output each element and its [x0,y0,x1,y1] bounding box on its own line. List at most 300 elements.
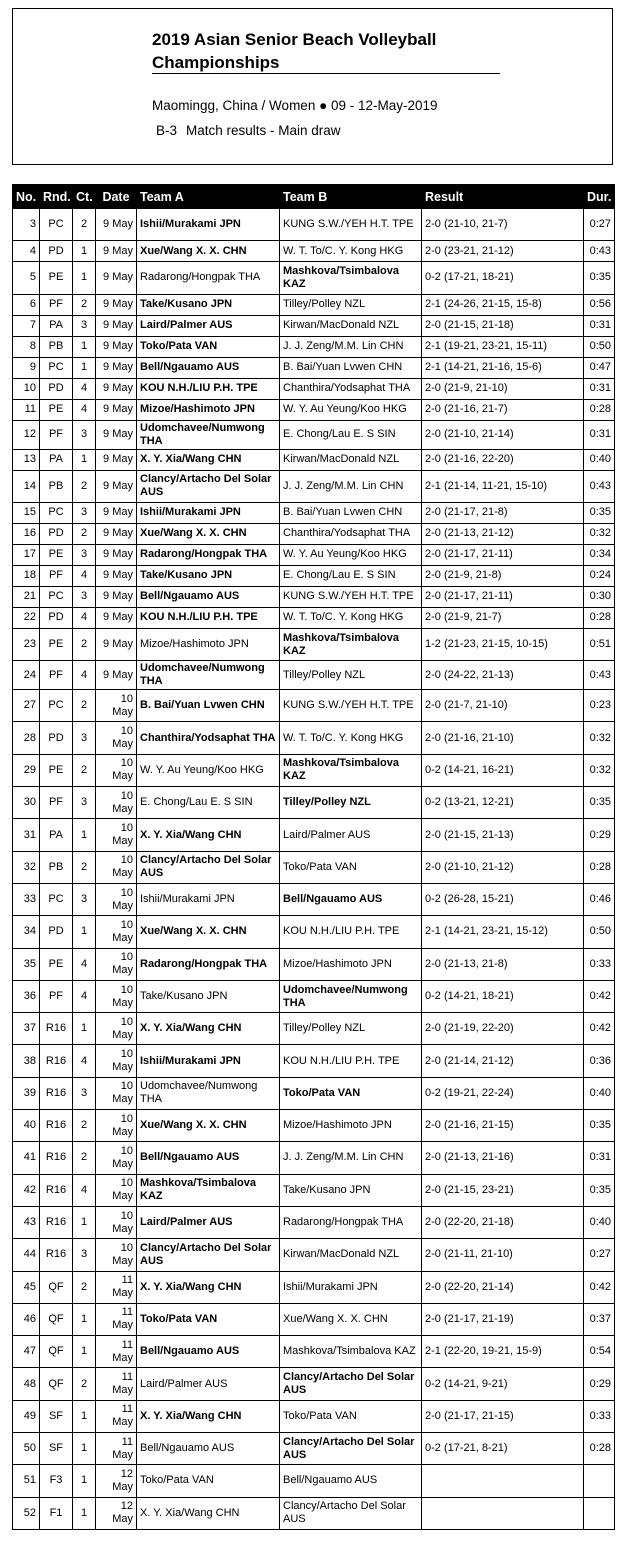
team-a: Radarong/Hongpak THA [137,948,280,980]
round: R16 [40,1013,73,1045]
match-duration: 0:28 [584,399,615,420]
match-date: 9 May [96,209,137,241]
table-row [13,1206,615,1238]
match-result: 2-0 (22-20, 21-18) [422,1206,584,1238]
team-b: KUNG S.W./YEH H.T. TPE [280,209,422,241]
court: 3 [73,883,96,915]
match-result: 2-0 (21-13, 21-16) [422,1142,584,1174]
match-number: 18 [13,565,40,586]
match-duration [584,1497,615,1529]
match-result: 2-0 (21-17, 21-15) [422,1400,584,1432]
match-number: 43 [13,1206,40,1238]
table-row [13,420,615,449]
team-a: Udomchavee/Numwong THA [137,1077,280,1109]
match-date: 11 May [96,1271,137,1303]
round: F3 [40,1465,73,1497]
round: PA [40,449,73,470]
table-row [13,1400,615,1432]
team-b: Toko/Pata VAN [280,1077,422,1109]
round: R16 [40,1077,73,1109]
team-b: Clancy/Artacho Del Solar AUS [280,1497,422,1529]
table-header-row [13,185,615,209]
match-results-table [12,184,615,1530]
team-b: Take/Kusano JPN [280,1174,422,1206]
table-row [13,754,615,786]
team-a: B. Bai/Yuan Lvwen CHN [137,690,280,722]
match-number: 21 [13,586,40,607]
round: PE [40,544,73,565]
table-row [13,315,615,336]
team-a: X. Y. Xia/Wang CHN [137,1271,280,1303]
team-b: KOU N.H./LIU P.H. TPE [280,1045,422,1077]
court: 2 [73,690,96,722]
match-duration: 0:42 [584,1013,615,1045]
match-duration: 0:32 [584,754,615,786]
match-date: 9 May [96,294,137,315]
match-number: 45 [13,1271,40,1303]
match-number: 32 [13,851,40,883]
match-duration: 0:30 [584,586,615,607]
match-duration: 0:35 [584,787,615,819]
match-date: 9 May [96,378,137,399]
match-date: 9 May [96,661,137,690]
match-number: 42 [13,1174,40,1206]
team-b: W. Y. Au Yeung/Koo HKG [280,399,422,420]
table-row [13,1013,615,1045]
match-date: 9 May [96,449,137,470]
team-a: Take/Kusano JPN [137,980,280,1012]
table-row [13,470,615,502]
team-b: Chanthira/Yodsaphat THA [280,378,422,399]
match-result: 2-1 (14-21, 21-16, 15-6) [422,357,584,378]
match-date: 10 May [96,1045,137,1077]
round: PF [40,787,73,819]
match-number: 22 [13,607,40,628]
match-date: 11 May [96,1368,137,1400]
match-number: 14 [13,470,40,502]
round: PE [40,948,73,980]
court: 3 [73,1239,96,1271]
match-result: 0-2 (14-21, 16-21) [422,754,584,786]
court: 2 [73,294,96,315]
match-number: 29 [13,754,40,786]
team-a: Radarong/Hongpak THA [137,544,280,565]
table-row [13,502,615,523]
match-result: 2-0 (21-19, 22-20) [422,1013,584,1045]
team-b: KUNG S.W./YEH H.T. TPE [280,690,422,722]
team-b: Kirwan/MacDonald NZL [280,315,422,336]
match-duration: 0:28 [584,851,615,883]
round: PF [40,294,73,315]
match-duration: 0:40 [584,1077,615,1109]
report-subtitle [156,123,341,138]
match-number: 23 [13,628,40,660]
match-number: 41 [13,1142,40,1174]
team-a: Ishii/Murakami JPN [137,502,280,523]
round: SF [40,1433,73,1465]
court: 2 [73,754,96,786]
match-date: 10 May [96,1174,137,1206]
match-number: 13 [13,449,40,470]
match-duration: 0:33 [584,1400,615,1432]
team-b: Radarong/Hongpak THA [280,1206,422,1238]
table-row [13,980,615,1012]
round: PC [40,357,73,378]
match-date: 10 May [96,883,137,915]
court: 4 [73,980,96,1012]
team-b: Kirwan/MacDonald NZL [280,449,422,470]
team-a: KOU N.H./LIU P.H. TPE [137,607,280,628]
match-date: 10 May [96,722,137,754]
page-title: 2019 Asian Senior Beach Volleyball Championships [152,30,437,72]
round: PD [40,378,73,399]
match-duration: 0:32 [584,722,615,754]
match-duration: 0:50 [584,916,615,948]
team-b: B. Bai/Yuan Lvwen CHN [280,502,422,523]
match-duration: 0:51 [584,628,615,660]
round: R16 [40,1206,73,1238]
team-a: Clancy/Artacho Del Solar AUS [137,470,280,502]
court: 1 [73,819,96,851]
table-row [13,1271,615,1303]
team-a: Ishii/Murakami JPN [137,209,280,241]
court: 2 [73,1368,96,1400]
team-b: Tilley/Polley NZL [280,661,422,690]
title-underline [152,73,500,74]
round: PE [40,262,73,294]
team-a: W. Y. Au Yeung/Koo HKG [137,754,280,786]
team-a: Radarong/Hongpak THA [137,262,280,294]
round: PF [40,420,73,449]
court: 2 [73,523,96,544]
table-row [13,722,615,754]
match-date: 10 May [96,1077,137,1109]
team-a: E. Chong/Lau E. S SIN [137,787,280,819]
match-duration: 0:31 [584,378,615,399]
team-a: Ishii/Murakami JPN [137,883,280,915]
match-duration: 0:31 [584,1142,615,1174]
match-result: 2-0 (22-20, 21-14) [422,1271,584,1303]
col-header-result: Result [422,185,584,209]
team-b: KOU N.H./LIU P.H. TPE [280,916,422,948]
round: QF [40,1368,73,1400]
match-duration: 0:42 [584,980,615,1012]
team-a: X. Y. Xia/Wang CHN [137,1400,280,1432]
table-row [13,262,615,294]
table-row [13,1433,615,1465]
match-result: 0-2 (19-21, 22-24) [422,1077,584,1109]
match-date: 9 May [96,420,137,449]
match-date: 9 May [96,544,137,565]
team-b: Bell/Ngauamo AUS [280,883,422,915]
court: 3 [73,586,96,607]
match-date: 9 May [96,336,137,357]
table-row [13,661,615,690]
team-b: W. T. To/C. Y. Kong HKG [280,607,422,628]
match-result: 2-0 (21-13, 21-8) [422,948,584,980]
match-duration: 0:27 [584,209,615,241]
match-result: 2-0 (21-15, 23-21) [422,1174,584,1206]
col-header-round: Rnd. [40,185,73,209]
match-result: 2-0 (21-15, 21-18) [422,315,584,336]
team-b: Mizoe/Hashimoto JPN [280,948,422,980]
match-result: 1-2 (21-23, 21-15, 10-15) [422,628,584,660]
round: PB [40,336,73,357]
match-number: 35 [13,948,40,980]
team-a: Mashkova/Tsimbalova KAZ [137,1174,280,1206]
match-result: 2-0 (24-22, 21-13) [422,661,584,690]
round: QF [40,1271,73,1303]
team-a: Clancy/Artacho Del Solar AUS [137,851,280,883]
team-a: X. Y. Xia/Wang CHN [137,1497,280,1529]
team-b: Laird/Palmer AUS [280,819,422,851]
round: PC [40,883,73,915]
match-date: 9 May [96,470,137,502]
match-number: 15 [13,502,40,523]
match-number: 8 [13,336,40,357]
match-date: 10 May [96,980,137,1012]
match-number: 47 [13,1336,40,1368]
team-b: Clancy/Artacho Del Solar AUS [280,1368,422,1400]
round: PC [40,209,73,241]
match-date: 10 May [96,1013,137,1045]
match-duration: 0:35 [584,1110,615,1142]
match-date: 11 May [96,1433,137,1465]
table-row [13,690,615,722]
court: 4 [73,1045,96,1077]
team-b: Mashkova/Tsimbalova KAZ [280,754,422,786]
match-result: 2-0 (21-16, 21-15) [422,1110,584,1142]
table-row [13,241,615,262]
match-date: 12 May [96,1497,137,1529]
match-result: 2-0 (21-10, 21-12) [422,851,584,883]
match-number: 44 [13,1239,40,1271]
round: PE [40,399,73,420]
match-date: 9 May [96,586,137,607]
table-row [13,916,615,948]
round: R16 [40,1174,73,1206]
team-a: KOU N.H./LIU P.H. TPE [137,378,280,399]
team-a: Toko/Pata VAN [137,1465,280,1497]
match-result: 2-0 (21-17, 21-8) [422,502,584,523]
court: 1 [73,262,96,294]
team-a: Laird/Palmer AUS [137,315,280,336]
match-date: 12 May [96,1465,137,1497]
table-row [13,336,615,357]
court: 1 [73,449,96,470]
team-b: KUNG S.W./YEH H.T. TPE [280,586,422,607]
col-header-team-a: Team A [137,185,280,209]
table-row [13,1368,615,1400]
match-date: 9 May [96,399,137,420]
court: 3 [73,502,96,523]
court: 1 [73,1433,96,1465]
round: SF [40,1400,73,1432]
court: 2 [73,851,96,883]
match-number: 6 [13,294,40,315]
round: PC [40,502,73,523]
match-duration: 0:35 [584,1174,615,1206]
team-a: Laird/Palmer AUS [137,1368,280,1400]
match-duration: 0:43 [584,661,615,690]
team-a: Udomchavee/Numwong THA [137,420,280,449]
court: 4 [73,399,96,420]
match-result: 2-1 (14-21, 23-21, 15-12) [422,916,584,948]
match-duration: 0:43 [584,470,615,502]
court: 4 [73,948,96,980]
round: PD [40,241,73,262]
table-row [13,1465,615,1497]
team-b: Mashkova/Tsimbalova KAZ [280,628,422,660]
match-duration: 0:56 [584,294,615,315]
court: 4 [73,607,96,628]
court: 1 [73,916,96,948]
match-date: 9 May [96,628,137,660]
court: 1 [73,241,96,262]
match-duration: 0:40 [584,1206,615,1238]
court: 3 [73,420,96,449]
match-number: 39 [13,1077,40,1109]
court: 2 [73,1142,96,1174]
court: 1 [73,357,96,378]
table-row [13,1142,615,1174]
match-number: 52 [13,1497,40,1529]
team-a: Chanthira/Yodsaphat THA [137,722,280,754]
match-duration: 0:28 [584,1433,615,1465]
court: 2 [73,628,96,660]
table-row [13,399,615,420]
court: 1 [73,1206,96,1238]
team-b: Mizoe/Hashimoto JPN [280,1110,422,1142]
match-number: 16 [13,523,40,544]
round: PD [40,607,73,628]
team-b: J. J. Zeng/M.M. Lin CHN [280,470,422,502]
match-duration: 0:35 [584,262,615,294]
court: 1 [73,1013,96,1045]
match-number: 17 [13,544,40,565]
table-row [13,1045,615,1077]
court: 1 [73,1497,96,1529]
round: PE [40,628,73,660]
match-result: 2-0 (21-17, 21-19) [422,1303,584,1335]
table-row [13,357,615,378]
round: PD [40,722,73,754]
table-body [13,209,615,1530]
match-result: 2-0 (21-16, 22-20) [422,449,584,470]
match-number: 51 [13,1465,40,1497]
match-number: 9 [13,357,40,378]
court: 1 [73,1465,96,1497]
team-a: X. Y. Xia/Wang CHN [137,1013,280,1045]
match-number: 31 [13,819,40,851]
match-number: 36 [13,980,40,1012]
match-duration [584,1465,615,1497]
team-b: B. Bai/Yuan Lvwen CHN [280,357,422,378]
table-row [13,544,615,565]
match-duration: 0:31 [584,420,615,449]
team-b: Tilley/Polley NZL [280,1013,422,1045]
match-number: 49 [13,1400,40,1432]
team-b: Kirwan/MacDonald NZL [280,1239,422,1271]
match-result: 2-0 (21-15, 21-13) [422,819,584,851]
match-date: 9 May [96,241,137,262]
match-result: 2-0 (21-9, 21-10) [422,378,584,399]
match-number: 3 [13,209,40,241]
match-number: 40 [13,1110,40,1142]
match-duration: 0:33 [584,948,615,980]
match-duration: 0:37 [584,1303,615,1335]
match-result: 2-0 (21-16, 21-10) [422,722,584,754]
match-result: 2-1 (22-20, 19-21, 15-9) [422,1336,584,1368]
match-result: 0-2 (13-21, 12-21) [422,787,584,819]
round: PC [40,690,73,722]
match-date: 9 May [96,262,137,294]
match-result: 2-0 (21-9, 21-7) [422,607,584,628]
team-b: Bell/Ngauamo AUS [280,1465,422,1497]
team-a: Toko/Pata VAN [137,336,280,357]
match-date: 9 May [96,502,137,523]
table-row [13,1077,615,1109]
table-row [13,1174,615,1206]
court: 4 [73,565,96,586]
court: 3 [73,787,96,819]
match-number: 48 [13,1368,40,1400]
round: PF [40,565,73,586]
match-date: 10 May [96,690,137,722]
court: 3 [73,1077,96,1109]
match-duration: 0:31 [584,315,615,336]
match-number: 24 [13,661,40,690]
team-a: X. Y. Xia/Wang CHN [137,819,280,851]
match-date: 10 May [96,1239,137,1271]
team-a: Bell/Ngauamo AUS [137,1142,280,1174]
match-date: 10 May [96,948,137,980]
court: 1 [73,1303,96,1335]
col-header-date: Date [96,185,137,209]
match-number: 38 [13,1045,40,1077]
match-duration: 0:24 [584,565,615,586]
match-result: 2-0 (21-9, 21-8) [422,565,584,586]
round: PA [40,819,73,851]
table-row [13,628,615,660]
match-number: 46 [13,1303,40,1335]
match-result: 2-0 (21-17, 21-11) [422,544,584,565]
match-date: 10 May [96,1206,137,1238]
match-result [422,1465,584,1497]
court: 2 [73,470,96,502]
table-row [13,787,615,819]
match-result: 2-1 (21-14, 11-21, 15-10) [422,470,584,502]
match-number: 12 [13,420,40,449]
match-result: 2-0 (21-7, 21-10) [422,690,584,722]
table-row [13,948,615,980]
round: QF [40,1303,73,1335]
match-result: 0-2 (14-21, 18-21) [422,980,584,1012]
court: 2 [73,209,96,241]
table-row [13,378,615,399]
match-result: 2-1 (19-21, 23-21, 15-11) [422,336,584,357]
team-a: Xue/Wang X. X. CHN [137,523,280,544]
match-duration: 0:42 [584,1271,615,1303]
team-b: J. J. Zeng/M.M. Lin CHN [280,336,422,357]
team-b: W. T. To/C. Y. Kong HKG [280,722,422,754]
match-duration: 0:50 [584,336,615,357]
match-result: 0-2 (26-28, 15-21) [422,883,584,915]
team-b: Clancy/Artacho Del Solar AUS [280,1433,422,1465]
match-date: 9 May [96,315,137,336]
court: 2 [73,1110,96,1142]
match-date: 9 May [96,565,137,586]
